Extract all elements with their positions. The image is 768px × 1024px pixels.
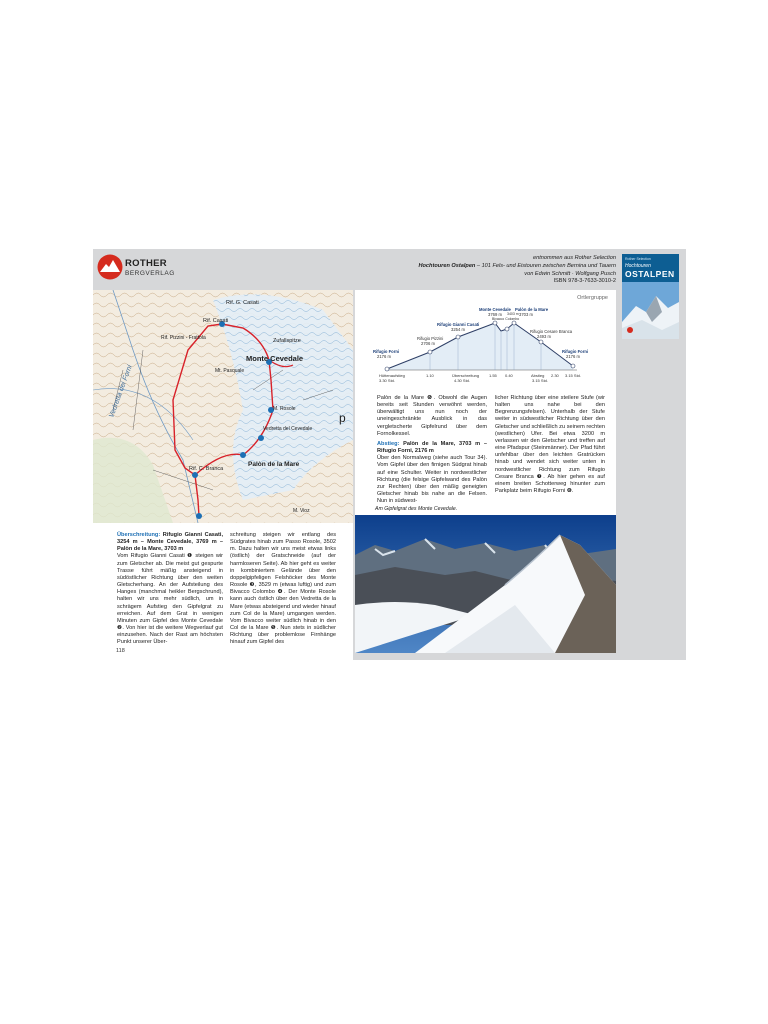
left-column-2 — [230, 532, 336, 647]
map-label-vioz: M. Vioz — [293, 508, 310, 514]
mountain-group: Ortlergruppe — [577, 295, 608, 301]
topographic-map — [93, 290, 353, 523]
profile-point-8: Rifugio Forni — [562, 349, 589, 354]
profile-bottom-left: Hüttenaufstieg — [379, 373, 405, 378]
elevation-profile — [355, 290, 616, 390]
cover-series: Rother Selection — [625, 257, 651, 261]
book-subtitle: – 101 Fels- und Eistouren zwischen Bernina und Tauern — [475, 262, 616, 269]
profile-t3: 1.55 — [489, 373, 497, 378]
profile-bottom-mid: Überschreitung — [452, 373, 480, 378]
right-column-2 — [495, 395, 605, 495]
book-title-line — [256, 263, 616, 271]
profile-point-3: Rifugio Gianni Casati — [437, 322, 480, 327]
profile-alt-5: 3403 m — [507, 312, 519, 316]
book-spread — [93, 249, 686, 660]
profile-point-7: Rifugio Cesare Branca — [530, 329, 573, 334]
source-header — [256, 255, 616, 286]
crossing-heading: Rifugio Gianni Casati, 3254 m – Monte Cevedale, 3769 m – Palòn de la Mare, 3703 m — [117, 532, 223, 553]
cover-photo — [622, 282, 679, 339]
cover-title-2: OSTALPEN — [625, 269, 675, 279]
isbn: ISBN 978-3-7633-3010-2 — [553, 278, 616, 285]
crossing-heading-label: Überschreitung: — [117, 532, 161, 538]
map-label-cevedale: Monte Cevedale — [246, 354, 304, 363]
left-page — [93, 290, 353, 660]
profile-alt-7: 2493 m — [537, 334, 551, 339]
map-label-palon: Palòn de la Mare — [248, 461, 300, 468]
map-label-zufall: Zufallspitze — [273, 338, 301, 344]
profile-bottom-left-time: 3.30 Std. — [379, 378, 396, 383]
profile-alt-8: 2176 m — [566, 354, 580, 359]
profile-bottom-right-time: 3.15 Std. — [532, 378, 549, 383]
map-label-pizzini: Rif. Pizzini - Frattola — [161, 335, 206, 341]
left-column-1 — [117, 532, 223, 647]
right-column-1 — [377, 395, 487, 505]
map-label-sumbol: Vedretta dei Forni — [108, 364, 134, 419]
profile-alt-1: 2176 m — [377, 354, 391, 359]
descent-heading: Palòn de la Mare, 3703 m – Rifugio Forni, 2176 m — [377, 440, 487, 455]
book-title: Hochtouren Ostalpen — [418, 262, 476, 269]
source-line: entnommen aus Rother Selection — [532, 255, 616, 261]
authors: von Edwin Schmitt · Wolfgang Pusch — [524, 270, 616, 277]
map-label-vedretta: Vedretta del Cevedale — [263, 426, 313, 432]
profile-bottom-mid-time: 4.30 Std. — [454, 378, 471, 383]
profile-alt-6: 3703 m — [519, 312, 533, 317]
publisher-sub: BERGVERLAG — [125, 270, 175, 277]
crossing-text-2: schreitung steigen wir entlang des Südgrates hinab zum Passo Rosole, 3502 m. Dazu halten wir uns meist etwas links (östlich) der Gratschneide (auf der harmloseren Seite). Ab hier geht es weiter in kombiniertem Gelände über den doppelgipfeligen Felshöcker des Monte Rosole ❸, 3529 m (etwas luftig) und zum Bivacco Colombo ❹. Der Monte Rosole kann auch östlich über den Vedretta de la Mare (etwas absteigend und wieder hinauf zum Col de la Mare) umgangen werden. Vom Bivacco weiter südlich hinab in den Col de la Mare ❺. Nun stets in südlicher Richtung über problemlose Firnhänge hinauf zum Gipfel des — [230, 532, 336, 646]
profile-alt-4: 3769 m — [488, 312, 502, 317]
map-label-pasquale: Mt. Pasquale — [215, 368, 245, 374]
page-number: 118 — [116, 648, 125, 654]
profile-point-2: Rifugio Pizzini — [417, 336, 444, 341]
map-label-rosole: M. Rosole — [273, 406, 296, 412]
descent-text-2: licher Richtung über eine steilere Stufe (wir halten uns nahe bei den Begrenzungsfelsen). Unterhalb der Stufe weiter in südwestlicher Richtung über den Gletscher und schließlich zu seinem rechten (westlichen) Ufer. Bei etwa 3200 m verlassen wir den Gletscher und treffen auf eine Pfadspur (Steinmänner). Der Pfad führt unfehlbar über den leichten Gratrücken hinab und wendet sich weiter unten in nordwestlicher Richtung zum Rifugio Cesare Branca ❼. Ab hier gehen es auf einem breiten Schotterweg hinunter zum Parkplatz beim Rifugio Forni ❽. — [495, 395, 605, 495]
summit-text: Palòn de la Mare ❻. Obwohl die Augen bereits seit Stunden verwöhnt werden, überwältigt uns nun noch der uneingeschränkte Ausblick in das vergletscherte Gipfelrund über dem Fornolkessel. — [377, 395, 487, 437]
rother-logo — [97, 254, 185, 284]
profile-bottom-right: Abstieg — [531, 373, 545, 378]
profile-alt-2: 2706 m — [421, 341, 435, 346]
profile-t4: 2.30 — [551, 373, 559, 378]
book-cover — [622, 254, 679, 339]
cover-title-1: Hochtouren — [625, 263, 651, 269]
map-label-p: p — [339, 411, 346, 425]
profile-t1: 1.10 — [426, 373, 434, 378]
crossing-text-1: Vom Rifugio Gianni Casati ❶ steigen wir zum Gletscher ab. Die meist gut gespurte Trasse führt mäßig ansteigend in südöstlicher Richtung über den weiten Gletscherhang. An der Aufsteilung des Hanges (manchmal heikler Bergschrund), halten wir uns mehr südlich, um in schrägem Aufstieg den Gipfelgrat zu erreichen. Auf dem Grat in wenigen Minuten zum Gipfel des Monte Cevedale ❷. Von hier ist die weitere Wegverlauf gut einzusehen. Nach der Rast am höchsten Punkt unserer Über- — [117, 553, 223, 646]
map-label-casati2: Rif. Casati — [203, 318, 229, 324]
map-label-casati: Rif. G. Casati — [226, 300, 259, 306]
mountain-logo-icon — [97, 254, 123, 280]
right-page — [355, 290, 616, 653]
summit-photo — [355, 515, 616, 653]
photo-caption: Am Gipfelgrat des Monte Cevedale. — [375, 506, 458, 512]
map-label-branca: Rif. C. Branca — [189, 466, 224, 472]
descent-text-1: Über den Normalweg (siehe auch Tour 34). Vom Gipfel über den firnigen Südgrat hinab auf eine Schulter. Weiter in nordwestlicher Richtung (die felsige Gipfelwand des Palòn zur Rechten) über den mäßig geneigten Gletscher hinab bis nahe an die Felsen. Nun in südwest- — [377, 455, 487, 505]
profile-point-5: Bivacco Colombo — [492, 317, 520, 321]
profile-end-time: 3.15 Std. — [565, 373, 582, 378]
profile-point-4: Monte Cevedale — [479, 307, 511, 312]
profile-alt-3: 3254 m — [451, 327, 465, 332]
profile-point-6: Palòn de la Mare — [515, 307, 549, 312]
profile-t2: 0.40 — [505, 373, 513, 378]
publisher-name: ROTHER — [125, 258, 167, 269]
descent-heading-label: Abstieg: — [377, 440, 400, 447]
profile-point-1: Rifugio Forni — [373, 349, 400, 354]
